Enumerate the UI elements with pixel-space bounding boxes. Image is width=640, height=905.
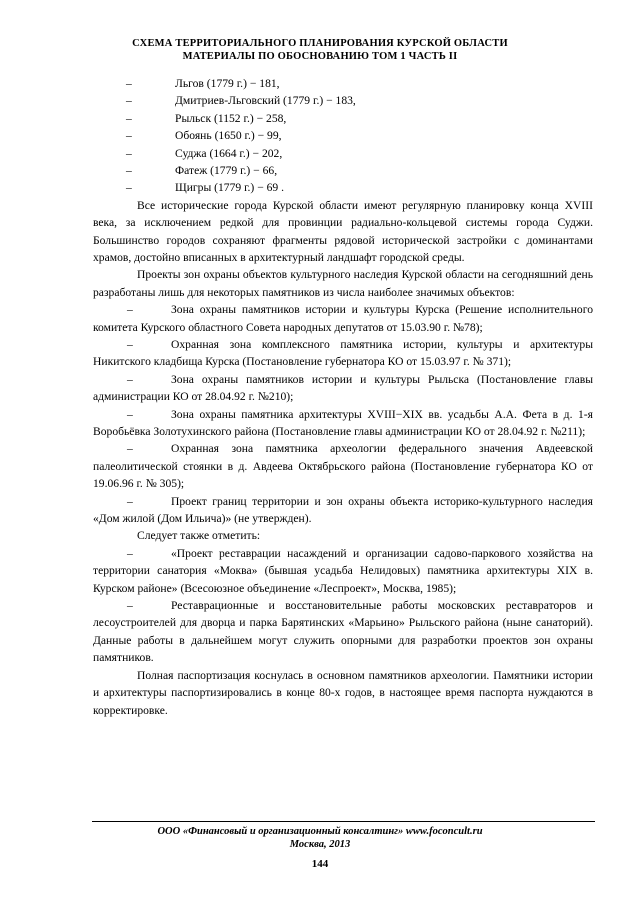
header-subtitle: МАТЕРИАЛЫ ПО ОБОСНОВАНИЮ ТОМ 1 ЧАСТЬ II: [182, 51, 458, 62]
list-dash: –: [126, 77, 132, 90]
project-text: Проект границ территории и зон охраны объекта историко-культурного наследия «Дом жилой (Дом Ильича)» (не утвержден).: [93, 494, 593, 526]
city-list-item: [93, 179, 593, 196]
city-list-item: [93, 110, 593, 127]
city-entry: Дмитриев-Льговский (1779 г.) − 183,: [175, 94, 356, 108]
note-text: «Проект реставрации насаждений и организации садово-паркового хозяйства на территории санатория «Моква» (бывшая усадьба Нелидовых) памятника архитектуры XIX в. Курском районе» (Всесоюзное объединение «Леспроект», Москва, 1985);: [93, 546, 593, 595]
list-dash: –: [127, 303, 133, 317]
city-list-item: [93, 162, 593, 179]
footer-divider: [92, 821, 595, 822]
project-text: Зона охраны памятников истории и культуры Курска (Решение исполнительного комитета Курского областного Совета народных депутатов от 15.03.90 г. №78);: [93, 303, 593, 334]
city-entry: Обоянь (1650 г.) − 99,: [175, 129, 282, 143]
paragraph-also-note: Следует также отметить:: [137, 529, 261, 543]
document-body: [93, 75, 593, 719]
project-text: Охранная зона комплексного памятника истории, культуры и архитектуры Никитского кладбища Курска (Постановление губернатора КО от 15.03.97 г. № 371);: [93, 337, 593, 369]
page-number: 144: [311, 858, 329, 870]
list-dash: –: [126, 146, 132, 160]
city-list: [93, 75, 593, 197]
header-title: СХЕМА ТЕРРИТОРИАЛЬНОГО ПЛАНИРОВАНИЯ КУРСКОЙ ОБЛАСТИ: [132, 38, 508, 49]
notes-list: [93, 545, 593, 667]
project-text: Зона охраны памятника архитектуры XVIII−XIX вв. усадьбы А.А. Фета в д. 1-я Воробьёвка Золотухинского района (Постановление главы администрации КО от 28.04.92 г. №211);: [93, 407, 593, 439]
note-text: Реставрационные и восстановительные работы московских реставраторов и лесоустроителей для дворца и парка Барятинских «Марьино» Рыльского района (ныне санаторий). Данные работы в дальнейшем могут служить опорными для разработки проектов зон охраны памятников.: [93, 599, 593, 665]
city-entry: Суджа (1664 г.) − 202,: [175, 146, 283, 160]
list-dash: –: [127, 372, 133, 386]
project-list-item: [93, 440, 593, 492]
document-footer: [0, 825, 640, 851]
city-entry: Льгов (1779 г.) − 181,: [175, 77, 280, 90]
city-list-item: [93, 75, 593, 92]
list-dash: –: [126, 181, 132, 195]
note-list-item: [93, 545, 593, 597]
list-dash: –: [127, 442, 133, 456]
list-dash: –: [127, 599, 133, 613]
city-list-item: [93, 145, 593, 162]
list-dash: –: [126, 94, 132, 108]
footer-company: ООО «Финансовый и организационный консалтинг» www.foconcult.ru: [157, 826, 483, 837]
list-dash: –: [127, 546, 133, 560]
list-dash: –: [127, 407, 133, 421]
paragraph-passportization: Полная паспортизация коснулась в основном памятников археологии. Памятники истории и архитектуры паспортизировались в конце 80-х годов, в настоящее время паспорта нуждаются в корректировке.: [93, 668, 593, 717]
project-text: Охранная зона памятника археологии федерального значения Авдеевской палеолитической стоянки в д. Авдеева Октябрьского района (Постановление губернатора КО от 19.06.96 г. № 305);: [93, 442, 593, 491]
list-dash: –: [127, 337, 133, 351]
city-entry: Фатеж (1779 г.) − 66,: [175, 163, 278, 177]
paragraph-historic-towns: Все исторические города Курской области имеют регулярную планировку конца XVIII века, за исключением редкой для провинции радиально-кольцевой системы города Суджи. Большинство городов сохраняют фрагменты рядовой исторической застройки с доминантами храмов, достойно вписанных в архитектурный ландшафт городской среды.: [93, 198, 593, 264]
project-list: [93, 301, 593, 527]
project-list-item: [93, 406, 593, 441]
project-list-item: [93, 493, 593, 528]
city-entry: Рыльск (1152 г.) − 258,: [175, 111, 287, 125]
city-list-item: [93, 127, 593, 144]
list-dash: –: [126, 111, 132, 125]
list-dash: –: [126, 163, 132, 177]
project-list-item: [93, 301, 593, 336]
project-list-item: [93, 371, 593, 406]
list-dash: –: [127, 494, 133, 508]
project-text: Зона охраны памятников истории и культуры Рыльска (Постановление главы администрации КО от 28.04.92 г. №210);: [93, 372, 593, 404]
document-header: [0, 37, 640, 63]
note-list-item: [93, 597, 593, 667]
city-list-item: [93, 92, 593, 109]
list-dash: –: [126, 129, 132, 143]
project-list-item: [93, 336, 593, 371]
city-entry: Щигры (1779 г.) − 69 .: [175, 181, 285, 195]
paragraph-protection-projects: Проекты зон охраны объектов культурного наследия Курской области на сегодняшний день разработаны лишь для некоторых памятников из числа наиболее значимых объектов:: [93, 268, 593, 299]
footer-city-year: Москва, 2013: [289, 839, 351, 850]
